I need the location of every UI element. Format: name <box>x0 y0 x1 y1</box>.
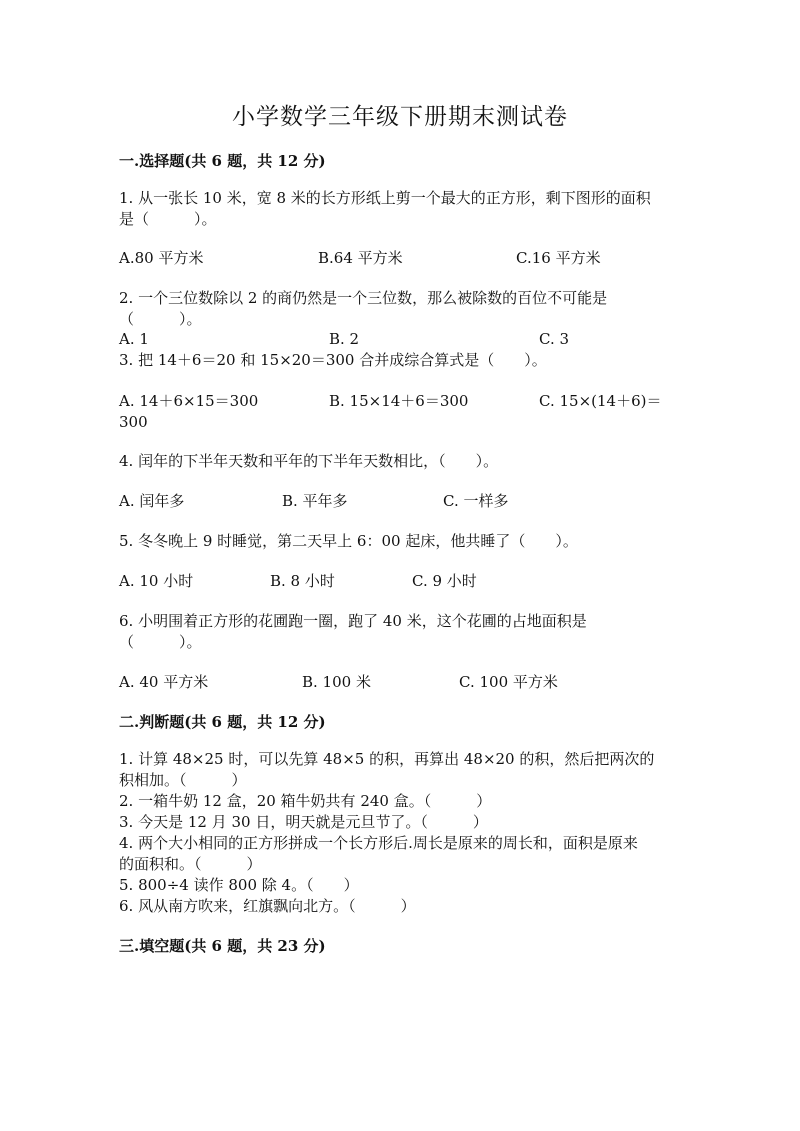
question-5-option-c[interactable]: C. 9 小时 <box>412 572 477 590</box>
question-6-option-b[interactable]: B. 100 米 <box>302 673 371 691</box>
judge-line: 1. 计算 48×25 时，可以先算 48×5 的积，再算出 48×20 的积，然后把两次的 <box>119 750 655 768</box>
question-3-option-b[interactable]: B. 15×14＋6＝300 <box>329 392 469 410</box>
question-3-option-c[interactable]: C. 15×(14＋6)＝ <box>539 392 662 410</box>
judge-line: 积相加。（ ） <box>119 771 247 789</box>
question-4-option-c[interactable]: C. 一样多 <box>443 492 509 510</box>
question-4-option-b[interactable]: B. 平年多 <box>282 492 348 510</box>
question-5-text: 5. 冬冬晚上 9 时睡觉，第二天早上 6：00 起床，他共睡了（ ）。 <box>119 532 578 550</box>
question-1-option-b[interactable]: B.64 平方米 <box>318 249 403 267</box>
question-3-text: 3. 把 14＋6＝20 和 15×20＝300 合并成综合算式是（ ）。 <box>119 351 547 369</box>
question-6-option-a[interactable]: A. 40 平方米 <box>119 673 209 691</box>
question-6-text-cont: （ ）。 <box>119 633 202 651</box>
question-1-option-a[interactable]: A.80 平方米 <box>119 249 204 267</box>
question-1-text-cont: 是（ ）。 <box>119 210 217 228</box>
judge-line: 2. 一箱牛奶 12 盒，20 箱牛奶共有 240 盒。（ ） <box>119 792 492 810</box>
question-3-option-a[interactable]: A. 14＋6×15＝300 <box>119 392 259 410</box>
question-4-option-a[interactable]: A. 闰年多 <box>119 492 185 510</box>
question-6-text: 6. 小明围着正方形的花圃跑一圈，跑了 40 米，这个花圃的占地面积是 <box>119 612 587 630</box>
section-heading-fill-blank: 三.填空题(共 6 题，共 23 分) <box>119 937 326 955</box>
question-2-text: 2. 一个三位数除以 2 的商仍然是一个三位数，那么被除数的百位不可能是 <box>119 289 608 307</box>
judge-line: 的面积和。（ ） <box>119 855 262 873</box>
page-title: 小学数学三年级下册期末测试卷 <box>232 104 568 130</box>
section-heading-choice: 一.选择题(共 6 题，共 12 分) <box>119 152 326 170</box>
question-6-option-c[interactable]: C. 100 平方米 <box>459 673 558 691</box>
question-2-option-c[interactable]: C. 3 <box>539 330 570 348</box>
question-1-option-c[interactable]: C.16 平方米 <box>516 249 601 267</box>
question-2-option-b[interactable]: B. 2 <box>329 330 360 348</box>
question-5-option-b[interactable]: B. 8 小时 <box>270 572 335 590</box>
question-4-text: 4. 闰年的下半年天数和平年的下半年天数相比，（ ）。 <box>119 452 499 470</box>
question-1-text: 1. 从一张长 10 米，宽 8 米的长方形纸上剪一个最大的正方形，剩下图形的面积 <box>119 189 651 207</box>
question-2-text-cont: （ ）。 <box>119 310 202 328</box>
section-heading-true-false: 二.判断题(共 6 题，共 12 分) <box>119 713 326 731</box>
judge-line: 4. 两个大小相同的正方形拼成一个长方形后.周长是原来的周长和，面积是原来 <box>119 834 638 852</box>
question-5-option-a[interactable]: A. 10 小时 <box>119 572 194 590</box>
question-2-option-a[interactable]: A. 1 <box>119 330 149 348</box>
judge-line: 5. 800÷4 读作 800 除 4。（ ） <box>119 876 359 894</box>
question-3-option-c-cont: 300 <box>119 413 148 431</box>
judge-line: 6. 风从南方吹来，红旗飘向北方。（ ） <box>119 897 416 915</box>
judge-line: 3. 今天是 12 月 30 日，明天就是元旦节了。（ ） <box>119 813 488 831</box>
